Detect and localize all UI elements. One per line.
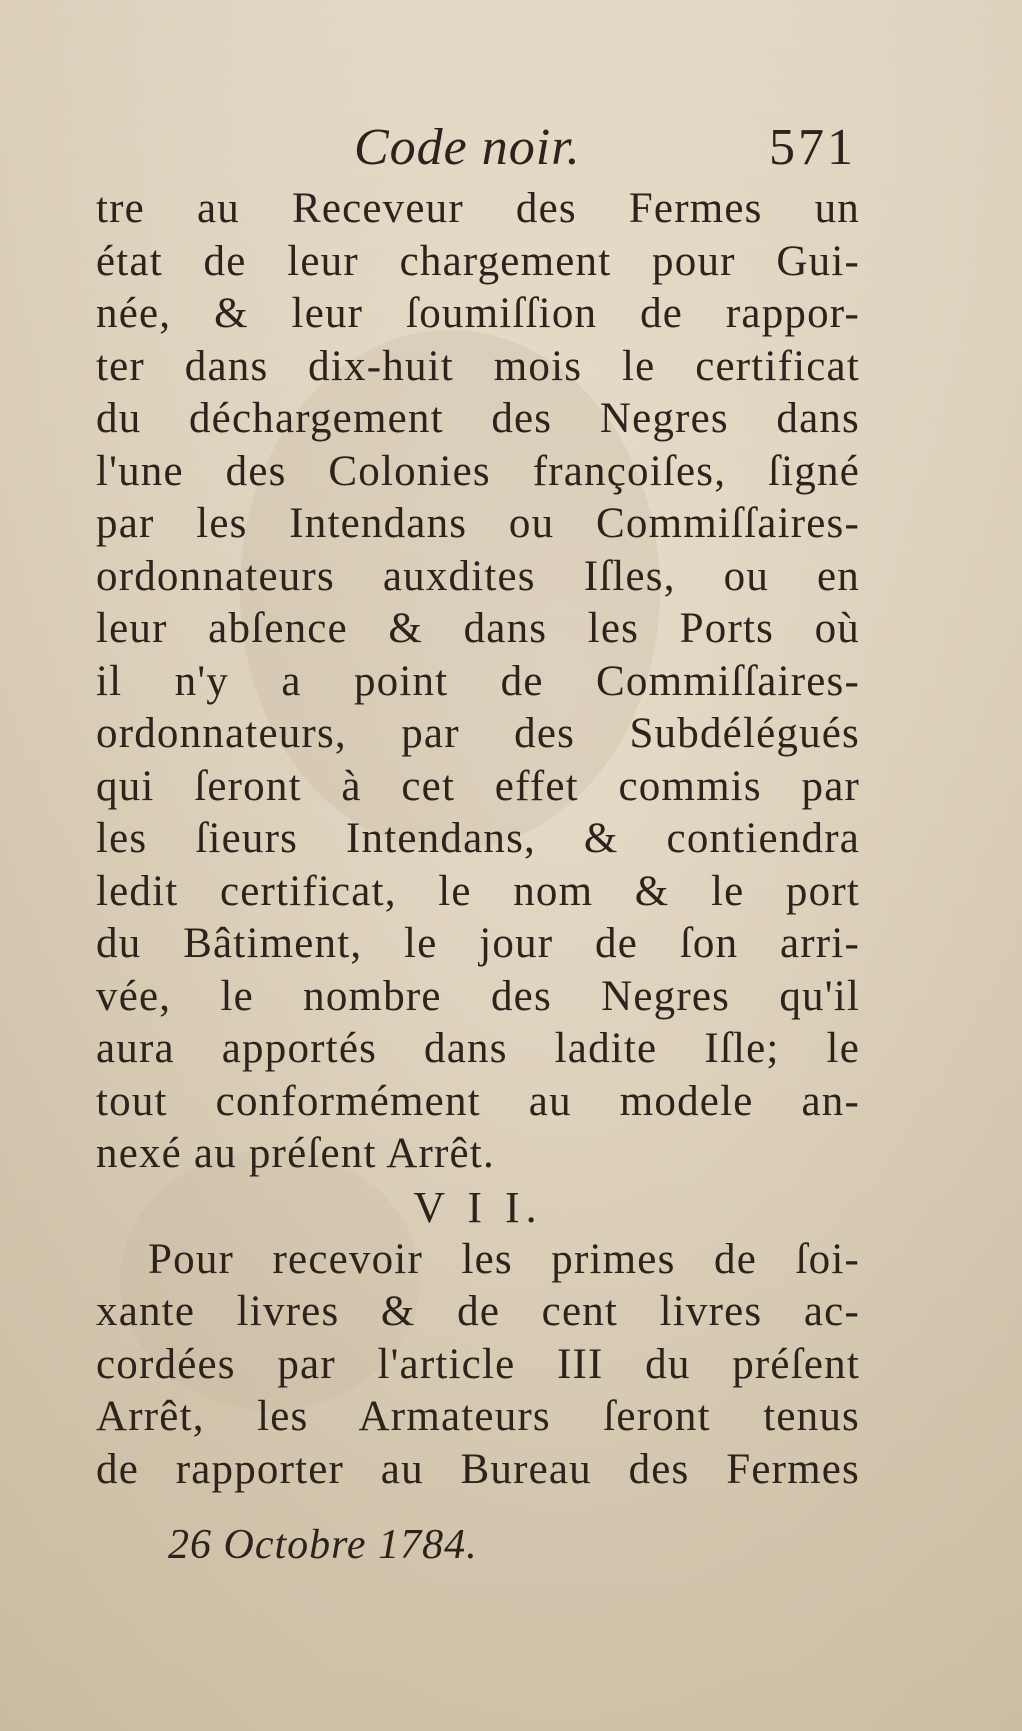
text-line: de rapporter au Bureau des Fermes: [96, 1445, 860, 1493]
footer-date: 26 Octobre 1784.: [168, 1522, 478, 1568]
text-line: il n'y a point de Commiſſaires-: [96, 657, 860, 705]
text-line: ordonnateurs auxdites Iſles, ou en: [96, 552, 860, 600]
running-title: Code noir.: [354, 119, 581, 176]
text-line: aura apportés dans ladite Iſle; le: [96, 1025, 860, 1072]
text-line: leur abſence & dans les Ports où: [96, 605, 860, 652]
text-line: qui ſeront à cet effet commis par: [96, 762, 860, 810]
text-line: du Bâtiment, le jour de ſon arri-: [96, 920, 860, 967]
text-line: ordonnateurs, par des Subdélégués: [96, 710, 860, 757]
text-line: ledit certificat, le nom & le port: [96, 867, 860, 915]
body-text: [96, 183, 860, 1496]
text-line: tre au Receveur des Fermes un: [96, 185, 860, 232]
text-line: l'une des Colonies françoiſes, ſigné: [96, 447, 860, 495]
text-line: ter dans dix-huit mois le certificat: [96, 342, 860, 390]
text-line: xante livres & de cent livres ac-: [96, 1288, 860, 1335]
page-number: 571: [769, 119, 856, 176]
text-line: Pour recevoir les primes de ſoi-: [148, 1235, 860, 1283]
text-line: Arrêt, les Armateurs ſeront tenus: [96, 1393, 860, 1440]
section-heading: V I I.: [413, 1182, 543, 1232]
text-line: née, & leur ſoumiſſion de rappor-: [96, 290, 860, 337]
running-head: [96, 118, 866, 188]
text-line: nexé au préſent Arrêt.: [96, 1130, 495, 1177]
text-line: état de leur chargement pour Gui-: [96, 237, 860, 285]
text-line: vée, le nombre des Negres qu'il: [96, 972, 860, 1020]
text-line: du déchargement des Negres dans: [96, 395, 860, 442]
text-line: les ſieurs Intendans, & contiendra: [96, 815, 860, 862]
text-line: tout conformément au modele an-: [96, 1077, 860, 1125]
text-line: cordées par l'article III du préſent: [96, 1340, 860, 1388]
text-line: par les Intendans ou Commiſſaires-: [96, 500, 860, 547]
